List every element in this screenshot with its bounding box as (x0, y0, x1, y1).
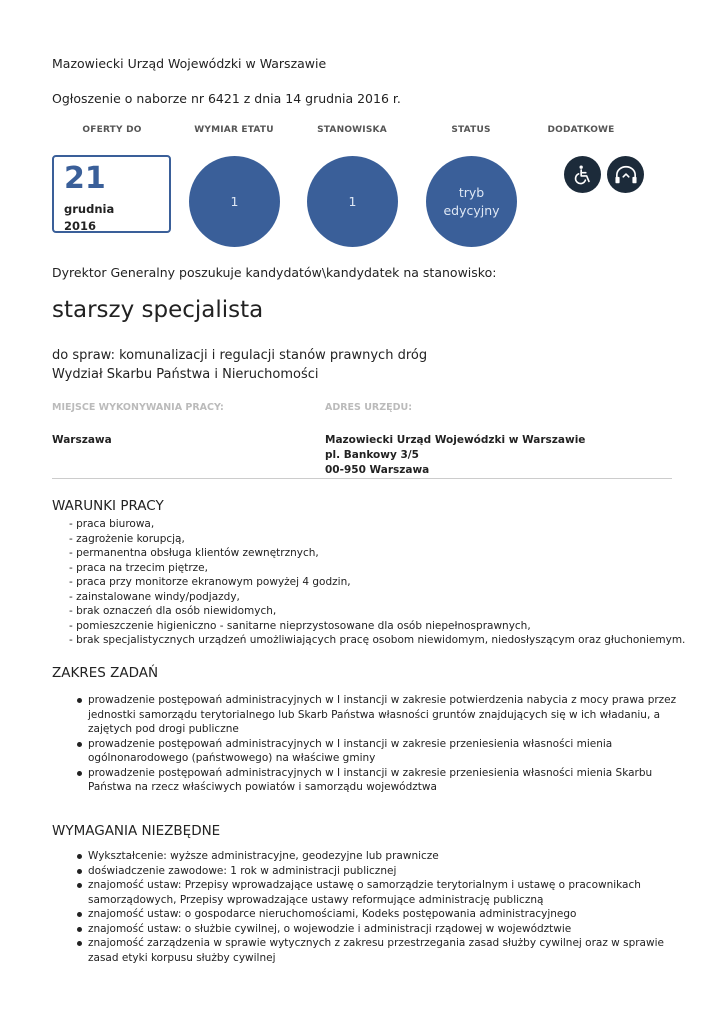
fte-value: 1 (230, 193, 239, 209)
list-item: prowadzenie postępowań administracyjnych w I instancji w zakresie przeniesienia własności mienia ogólnonarodowego (państwowego) na właściwe gminy (88, 737, 678, 766)
col-head-extras: DODATKOWE (547, 125, 615, 135)
status-line-1: tryb (458, 184, 485, 200)
hearing-assistance-icon (607, 156, 644, 193)
positions-value: 1 (348, 193, 357, 209)
position-title: starszy specjalista (52, 297, 264, 323)
workplace-label: MIEJSCE WYKONYWANIA PRACY: (52, 402, 224, 413)
address-label: ADRES URZĘDU: (325, 402, 412, 413)
list-item: - praca na trzecim piętrze, (69, 561, 208, 574)
address-line: 00-950 Warszawa (325, 464, 430, 476)
list-item: znajomość zarządzenia w sprawie wytycznych z zakresu przestrzegania zasad służby cywilnej oraz w sprawie zasad etyki korpusu służby cywilnej (88, 936, 678, 965)
deadline-day: 21 (64, 161, 106, 196)
col-head-offers-until: OFERTY DO (82, 125, 142, 135)
list-item: - permanentna obsługa klientów zewnętrznych, (69, 547, 319, 559)
list-item: znajomość ustaw: Przepisy wprowadzające ustawę o samorządzie terytorialnym i ustawę o pracownikach samorządowych, Przepisy wprowadzające ustawy reformujące administrację publiczną (88, 878, 678, 907)
duties-list (88, 693, 678, 795)
list-item: - zainstalowane windy/podjazdy, (69, 590, 240, 603)
working-conditions-list (69, 517, 685, 648)
requirements-list (88, 849, 678, 965)
list-item: znajomość ustaw: o służbie cywilnej, o wojewodzie i administracji rządowej w województwie (88, 922, 678, 937)
col-head-positions: STANOWISKA (317, 125, 387, 135)
deadline-month: grudnia (64, 202, 115, 216)
office-address (325, 433, 585, 478)
requirements-heading: WYMAGANIA NIEZBĘDNE (52, 823, 221, 839)
wheelchair-icon (564, 156, 601, 193)
list-item: - praca przy monitorze ekranowym powyżej 4 godzin, (69, 576, 351, 588)
working-conditions-heading: WARUNKI PRACY (52, 498, 164, 514)
list-item: doświadczenie zawodowe: 1 rok w administracji publicznej (88, 864, 678, 879)
list-item: - brak oznaczeń dla osób niewidomych, (69, 605, 277, 617)
col-head-fte: WYMIAR ETATU (194, 125, 274, 135)
intro-text: Dyrektor Generalny poszukuje kandydatów\kandydatek na stanowisko: (52, 265, 497, 280)
duties-heading: ZAKRES ZADAŃ (52, 665, 159, 681)
workplace-value: Warszawa (52, 434, 112, 446)
fte-circle (189, 156, 280, 247)
list-item: - zagrożenie korupcją, (69, 532, 185, 545)
status-circle (426, 156, 517, 247)
office-name: Mazowiecki Urząd Wojewódzki w Warszawie (52, 56, 327, 71)
deadline-year: 2016 (64, 219, 97, 233)
address-line: pl. Bankowy 3/5 (325, 449, 419, 461)
divider (52, 478, 672, 479)
list-item: - praca biurowa, (69, 518, 155, 530)
positions-circle (307, 156, 398, 247)
list-item: prowadzenie postępowań administracyjnych w I instancji w zakresie przeniesienia własności mienia Skarbu Państwa na rzecz właściwych powiatów i samorządu województwa (88, 766, 678, 795)
list-item: prowadzenie postępowań administracyjnych w I instancji w zakresie potwierdzenia nabycia z mocy prawa przez jednostki samorządu terytorialnego lub Skarb Państwa własności gruntów znajdujących się w ich władaniu, a zajętych pod drogi publiczne (88, 694, 677, 735)
position-scope: do spraw: komunalizacji i regulacji stanów prawnych dróg (52, 348, 428, 363)
list-item: Wykształcenie: wyższe administracyjne, geodezyjne lub prawnicze (88, 849, 678, 864)
deadline-date-box (52, 155, 171, 233)
position-department: Wydział Skarbu Państwa i Nieruchomości (52, 367, 319, 382)
list-item: znajomość ustaw: o gospodarce nieruchomościami, Kodeks postępowania administracyjnego (88, 907, 678, 922)
col-head-status: STATUS (451, 125, 491, 135)
list-item: - brak specjalistycznych urządzeń umożliwiających pracę osobom niewidomym, niedosłyszącym oraz głuchoniemym. (69, 634, 686, 646)
status-line-2: edycyjny (443, 202, 500, 218)
list-item: - pomieszczenie higieniczno - sanitarne nieprzystosowane dla osób niepełnosprawnych, (69, 619, 531, 632)
address-line: Mazowiecki Urząd Wojewódzki w Warszawie (325, 434, 586, 446)
announcement-number: Ogłoszenie o naborze nr 6421 z dnia 14 grudnia 2016 r. (52, 91, 401, 106)
